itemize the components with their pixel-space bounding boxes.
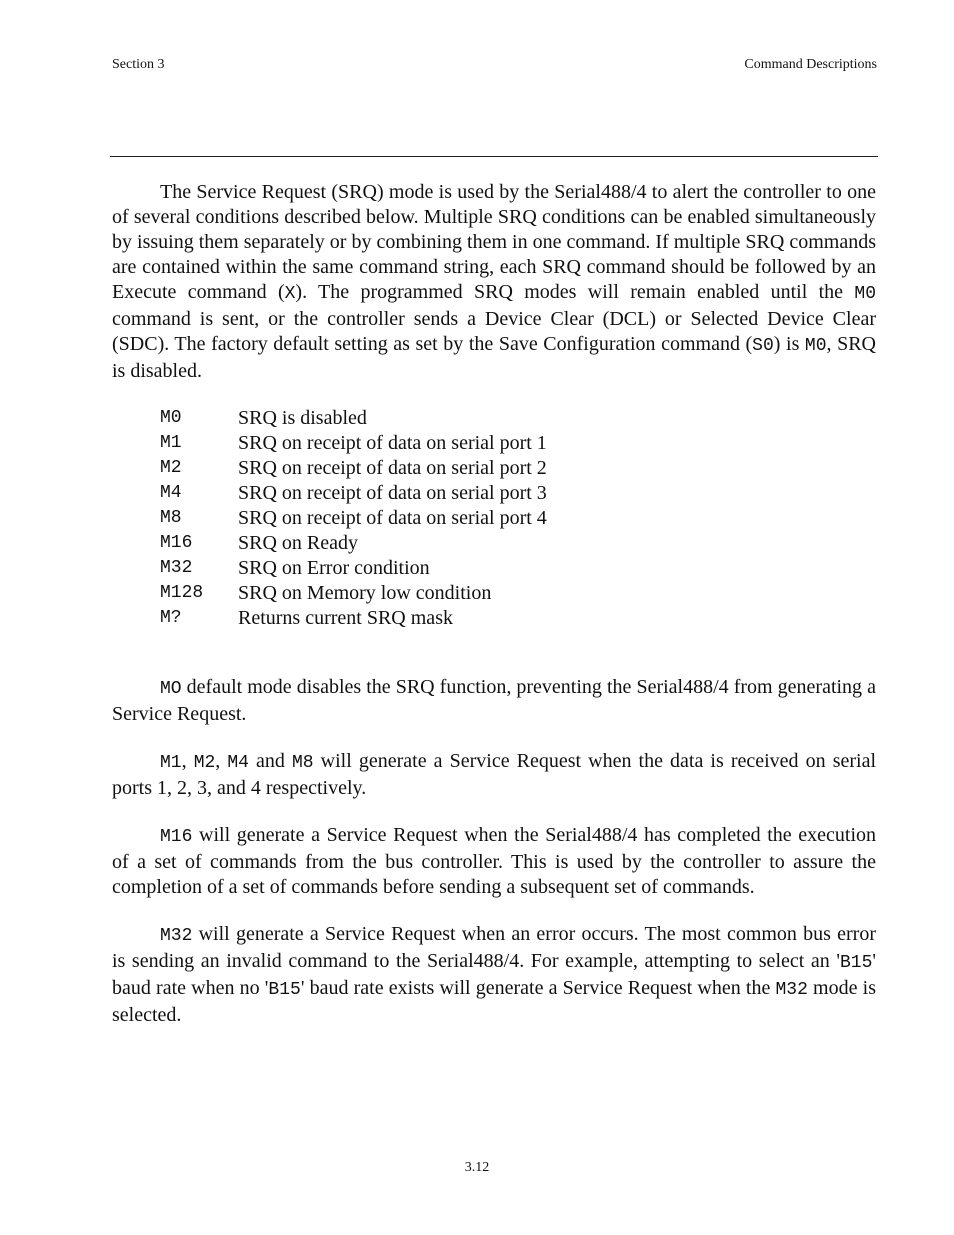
- command-code: M1: [160, 433, 182, 453]
- command-row: [160, 456, 876, 481]
- mo-code: MO: [160, 679, 182, 699]
- command-row: [160, 431, 876, 456]
- command-code: M32: [160, 558, 193, 578]
- page-body: [112, 180, 876, 1050]
- command-row: [160, 406, 876, 431]
- m32-paragraph-text-3: ' baud rate exists will generate a Service Request when the: [300, 977, 776, 999]
- command-code: M128: [160, 583, 204, 603]
- b15-code: B15: [268, 980, 301, 1000]
- command-code: M0: [160, 408, 182, 428]
- command-row: [160, 581, 876, 606]
- command-code: M2: [160, 458, 182, 478]
- command-description: SRQ on receipt of data on serial port 3: [238, 482, 547, 504]
- command-description: SRQ on Ready: [238, 532, 358, 554]
- command-code: M4: [160, 483, 182, 503]
- m16-paragraph: [112, 823, 876, 900]
- page-number: 3.12: [464, 1160, 490, 1175]
- m1-code: M1: [160, 753, 182, 773]
- command-description: SRQ on receipt of data on serial port 1: [238, 432, 547, 454]
- srq-command-list: [160, 406, 876, 631]
- m8-code: M8: [292, 753, 314, 773]
- command-description: SRQ on Memory low condition: [238, 582, 492, 604]
- m16-code: M16: [160, 827, 193, 847]
- m16-paragraph-text: will generate a Service Request when the Serial488/4 has completed the execution of a set of commands from the bus controller. This is used by the controller to assure the completion of a set of commands before sending a subsequent set of commands.: [112, 824, 876, 898]
- command-code: M8: [160, 508, 182, 528]
- command-row: [160, 481, 876, 506]
- m0-default-code: M0: [804, 336, 827, 356]
- header-rule: [110, 156, 878, 157]
- separator-text: ,: [181, 750, 194, 772]
- section-label: Section 3: [112, 57, 165, 72]
- intro-paragraph: [112, 180, 876, 384]
- m32-paragraph-text-1: will generate a Service Request when an error occurs. The most common bus error is sending an invalid command to the Serial488/4. For example, attempting to select an ': [112, 923, 876, 972]
- command-row: [160, 531, 876, 556]
- page-header-title: Command Descriptions: [744, 57, 877, 72]
- m0-paragraph: [112, 675, 876, 727]
- intro-text-3: command is sent, or the controller sends a Device Clear (DCL) or Selected Device Clear (SDC). The factory default setting as set by the Save Configuration command (: [112, 308, 876, 355]
- intro-text-5: , SRQ is disabled.: [112, 333, 877, 382]
- separator-text: ,: [215, 750, 228, 772]
- intro-text-1: The Service Request (SRQ) mode is used by the Serial488/4 to alert the controller to one of several conditions described below. Multiple SRQ conditions can be enabled simultaneously by issuing them separately or by combining them in one command. If multiple SRQ commands are contained within the same command string, each SRQ command should be followed by an Execute command (: [112, 181, 876, 303]
- command-description: SRQ on receipt of data on serial port 4: [238, 507, 547, 529]
- intro-text-2: ). The programmed SRQ modes will remain enabled until the: [295, 281, 855, 303]
- m4-code: M4: [227, 753, 249, 773]
- intro-text-4: ) is: [773, 333, 805, 355]
- command-row: [160, 506, 876, 531]
- m0-command-code: M0: [854, 284, 876, 304]
- command-code: M?: [160, 608, 182, 628]
- m32-paragraph-text-4: mode is selected.: [112, 977, 876, 1026]
- m32-code: M32: [775, 980, 808, 1000]
- execute-command-code: X: [284, 284, 296, 304]
- m1-m8-paragraph-text: will generate a Service Request when the data is received on serial ports 1, 2, 3, and 4 respectively.: [112, 750, 876, 799]
- m2-code: M2: [193, 753, 216, 773]
- command-description: SRQ is disabled: [238, 407, 367, 429]
- m0-paragraph-text: default mode disables the SRQ function, preventing the Serial488/4 from generating a Service Request.: [112, 676, 876, 725]
- command-description: SRQ on receipt of data on serial port 2: [238, 457, 547, 479]
- m1-m8-paragraph: [112, 749, 876, 801]
- command-row: [160, 606, 876, 631]
- m32-code: M32: [160, 926, 193, 946]
- command-description: Returns current SRQ mask: [238, 607, 453, 629]
- b15-code: B15: [839, 953, 873, 973]
- command-code: M16: [160, 533, 193, 553]
- m32-paragraph-text-2: ' baud rate when no ': [112, 950, 876, 999]
- separator-text: and: [248, 750, 292, 772]
- m32-paragraph: [112, 922, 876, 1028]
- s0-command-code: S0: [752, 336, 774, 356]
- command-description: SRQ on Error condition: [238, 557, 430, 579]
- command-row: [160, 556, 876, 581]
